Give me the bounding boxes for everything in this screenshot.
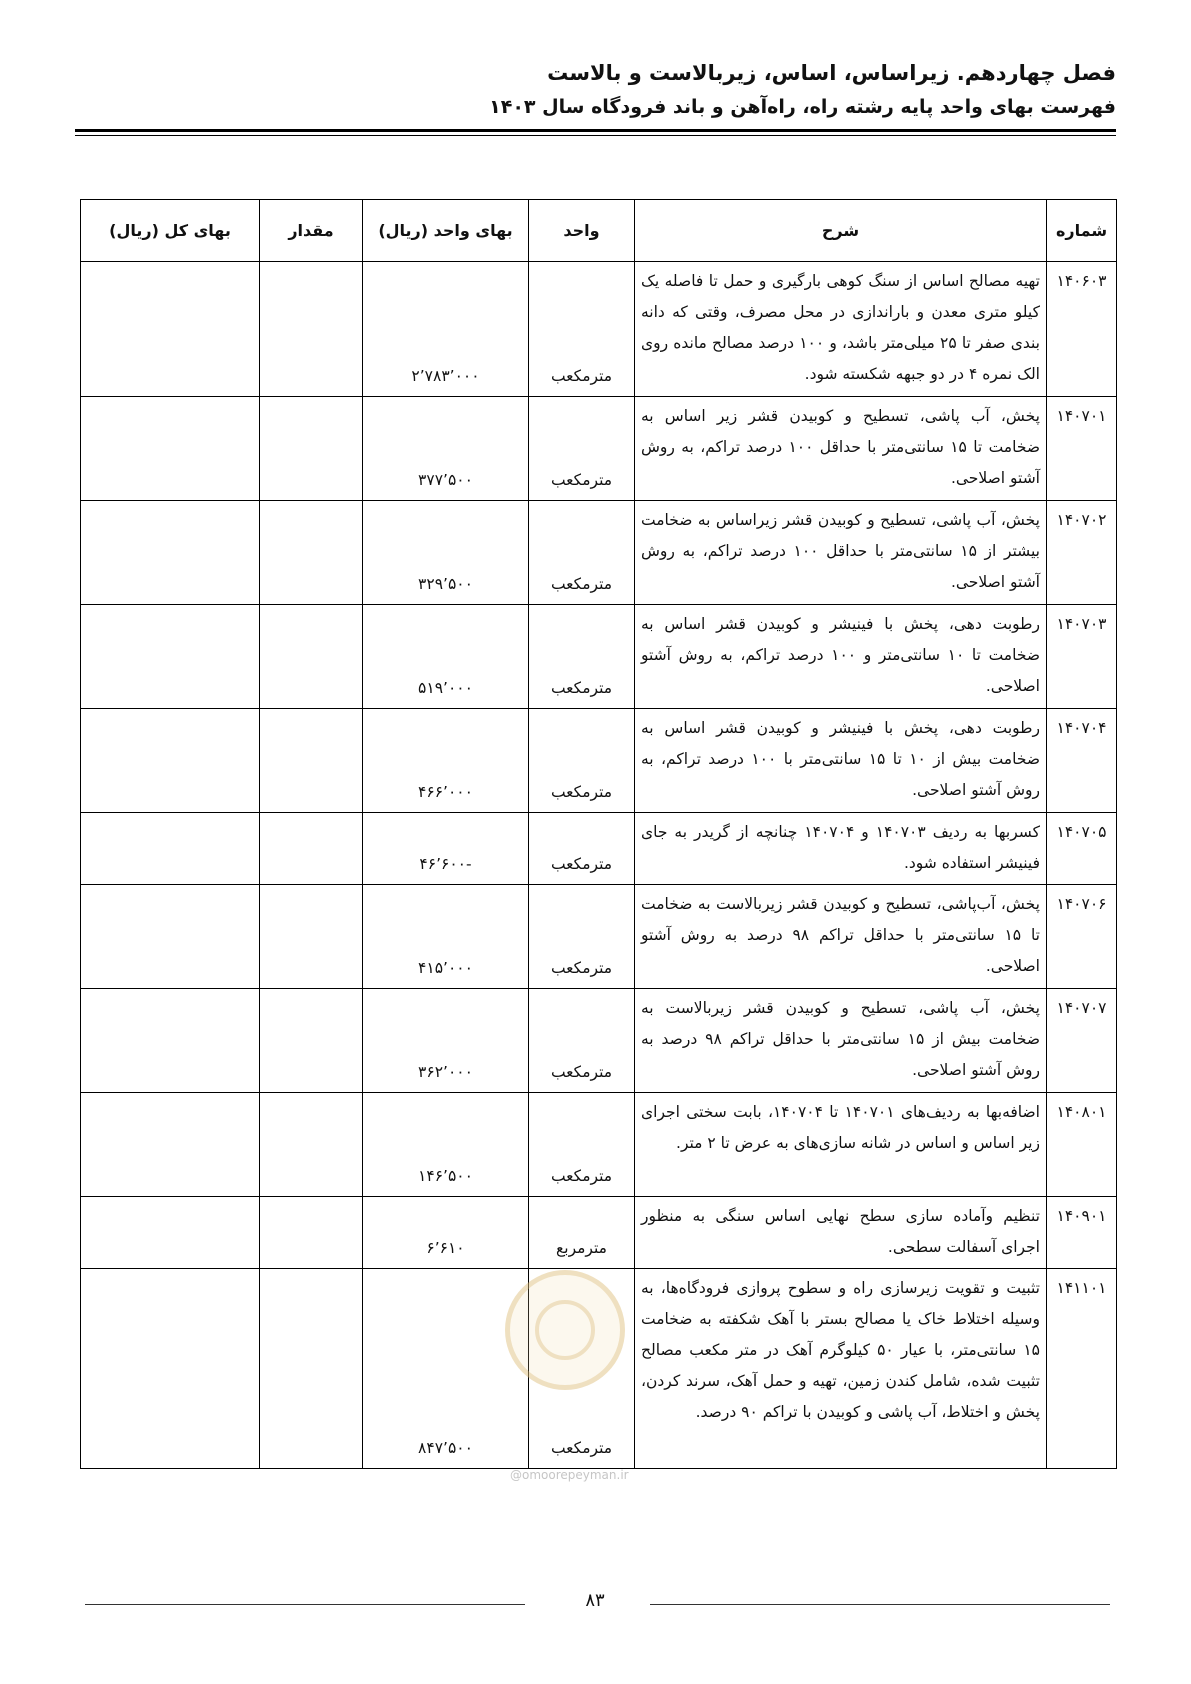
item-unit: مترمکعب [529, 885, 635, 989]
table-row [81, 709, 1117, 813]
item-unit: مترمکعب [529, 1093, 635, 1197]
item-quantity [260, 989, 363, 1093]
item-number: ۱۴۱۱۰۱ [1047, 1269, 1117, 1469]
table-row [81, 501, 1117, 605]
chapter-title: فصل چهاردهم. زیراساس، اساس، زیربالاست و بالاست [547, 61, 1116, 85]
watermark-seal [505, 1270, 625, 1390]
item-total-price [81, 813, 260, 885]
footer-rule-right [650, 1604, 1110, 1605]
item-unit-price: ۶٬۶۱۰ [363, 1197, 529, 1269]
item-total-price [81, 885, 260, 989]
item-unit: مترمکعب [529, 501, 635, 605]
item-unit: مترمکعب [529, 813, 635, 885]
item-description: رطوبت دهی، پخش با فینیشر و کوبیدن قشر اساس به ضخامت بیش از ۱۰ تا ۱۵ سانتی‌متر با ۱۰۰ درصد تراکم، به روش آشتو اصلاحی. [635, 709, 1047, 813]
item-quantity [260, 709, 363, 813]
footer-rule-left [85, 1604, 525, 1605]
item-description: تهیه مصالح اساس از سنگ کوهی بارگیری و حمل تا فاصله یک کیلو متری معدن و باراندازی در محل مصرف، وقتی که دانه بندی صفر تا ۲۵ میلی‌متر باشد، و ۱۰۰ درصد مصالح مانده روی الک نمره ۴ در دو جبهه شکسته شود. [635, 262, 1047, 397]
header-unit: واحد [529, 200, 635, 262]
table-row [81, 262, 1117, 397]
item-description: تثبیت و تقویت زیرسازی راه و سطوح پروازی فرودگاه‌ها، به وسیله اختلاط خاک یا مصالح بستر با آهک شکفته به ضخامت ۱۵ سانتی‌متر، با عیار ۵۰ کیلوگرم آهک در متر مکعب مصالح تثبیت شده، شامل کندن زمین، تهیه و حمل آهک، سرند کردن، پخش و اختلاط، آب پاشی و کوبیدن با تراکم ۹۰ درصد. [635, 1269, 1047, 1469]
header-rule [75, 129, 1116, 136]
table-row [81, 989, 1117, 1093]
item-total-price [81, 1269, 260, 1469]
header-number: شماره [1047, 200, 1117, 262]
item-unit-price: ۸۴۷٬۵۰۰ [363, 1269, 529, 1469]
item-description: رطوبت دهی، پخش با فینیشر و کوبیدن قشر اساس به ضخامت تا ۱۰ سانتی‌متر و ۱۰۰ درصد تراکم، به روش آشتو اصلاحی. [635, 605, 1047, 709]
item-total-price [81, 1093, 260, 1197]
item-unit-price: ۴۱۵٬۰۰۰ [363, 885, 529, 989]
item-number: ۱۴۰۸۰۱ [1047, 1093, 1117, 1197]
item-unit: مترمربع [529, 1197, 635, 1269]
header-unit-price: بهای واحد (ریال) [363, 200, 529, 262]
table-row [81, 1093, 1117, 1197]
header-total-price: بهای کل (ریال) [81, 200, 260, 262]
watermark-gear-icon [535, 1300, 595, 1360]
table-row [81, 605, 1117, 709]
page-header [66, 58, 1116, 122]
item-description: تنظیم وآماده سازی سطح نهایی اساس سنگی به منظور اجرای آسفالت سطحی. [635, 1197, 1047, 1269]
table-row [81, 397, 1117, 501]
item-total-price [81, 501, 260, 605]
item-number: ۱۴۰۷۰۳ [1047, 605, 1117, 709]
item-quantity [260, 1093, 363, 1197]
item-quantity [260, 813, 363, 885]
item-unit: مترمکعب [529, 605, 635, 709]
table-row [81, 813, 1117, 885]
item-total-price [81, 397, 260, 501]
item-unit-price: ۳۷۷٬۵۰۰ [363, 397, 529, 501]
item-total-price [81, 709, 260, 813]
item-unit-price: ۳۶۲٬۰۰۰ [363, 989, 529, 1093]
item-description: اضافه‌بها به ردیف‌های ۱۴۰۷۰۱ تا ۱۴۰۷۰۴، بابت سختی اجرای زیر اساس و اساس در شانه سازی‌های به عرض تا ۲ متر. [635, 1093, 1047, 1197]
item-unit: مترمکعب [529, 1269, 635, 1469]
header-quantity: مقدار [260, 200, 363, 262]
table-row [81, 885, 1117, 989]
item-quantity [260, 605, 363, 709]
item-unit: مترمکعب [529, 989, 635, 1093]
item-total-price [81, 605, 260, 709]
item-quantity [260, 885, 363, 989]
item-description: پخش، آب پاشی، تسطیح و کوبیدن قشر زیراساس به ضخامت بیشتر از ۱۵ سانتی‌متر با حداقل ۱۰۰ درصد تراکم، به روش آشتو اصلاحی. [635, 501, 1047, 605]
item-unit-price: -۴۶٬۶۰۰ [363, 813, 529, 885]
item-description: پخش، آب پاشی، تسطیح و کوبیدن قشر زیربالاست به ضخامت بیش از ۱۵ سانتی‌متر با حداقل تراکم ۹۸ درصد به روش آشتو اصلاحی. [635, 989, 1047, 1093]
item-unit: مترمکعب [529, 709, 635, 813]
item-total-price [81, 262, 260, 397]
price-table [80, 199, 1117, 1469]
page-number: ۸۳ [585, 1590, 605, 1611]
item-quantity [260, 397, 363, 501]
item-quantity [260, 501, 363, 605]
item-number: ۱۴۰۷۰۵ [1047, 813, 1117, 885]
item-number: ۱۴۰۷۰۱ [1047, 397, 1117, 501]
watermark-text: @omoorepeyman.ir [510, 1468, 629, 1482]
header-description: شرح [635, 200, 1047, 262]
item-unit-price: ۵۱۹٬۰۰۰ [363, 605, 529, 709]
item-number: ۱۴۰۷۰۶ [1047, 885, 1117, 989]
item-number: ۱۴۰۹۰۱ [1047, 1197, 1117, 1269]
item-quantity [260, 1197, 363, 1269]
item-unit: مترمکعب [529, 262, 635, 397]
item-number: ۱۴۰۶۰۳ [1047, 262, 1117, 397]
item-unit-price: ۳۲۹٬۵۰۰ [363, 501, 529, 605]
item-total-price [81, 1197, 260, 1269]
item-total-price [81, 989, 260, 1093]
item-number: ۱۴۰۷۰۲ [1047, 501, 1117, 605]
item-description: پخش، آب پاشی، تسطیح و کوبیدن قشر زیر اساس به ضخامت تا ۱۵ سانتی‌متر با حداقل ۱۰۰ درصد تراکم، به روش آشتو اصلاحی. [635, 397, 1047, 501]
item-unit-price: ۱۴۶٬۵۰۰ [363, 1093, 529, 1197]
item-unit-price: ۴۶۶٬۰۰۰ [363, 709, 529, 813]
item-quantity [260, 1269, 363, 1469]
item-unit: مترمکعب [529, 397, 635, 501]
item-description: کسربها به ردیف ۱۴۰۷۰۳ و ۱۴۰۷۰۴ چنانچه از گریدر به جای فینیشر استفاده شود. [635, 813, 1047, 885]
item-description: پخش، آب‌پاشی، تسطیح و کوبیدن قشر زیربالاست به ضخامت تا ۱۵ سانتی‌متر با حداقل تراکم ۹۸ درصد به روش آشتو اصلاحی. [635, 885, 1047, 989]
item-unit-price: ۲٬۷۸۳٬۰۰۰ [363, 262, 529, 397]
table-header-row [81, 200, 1117, 262]
item-number: ۱۴۰۷۰۷ [1047, 989, 1117, 1093]
item-number: ۱۴۰۷۰۴ [1047, 709, 1117, 813]
item-quantity [260, 262, 363, 397]
page-subtitle: فهرست بهای واحد پایه رشته راه، راه‌آهن و باند فرودگاه سال ۱۴۰۳ [489, 96, 1116, 118]
table-row [81, 1197, 1117, 1269]
